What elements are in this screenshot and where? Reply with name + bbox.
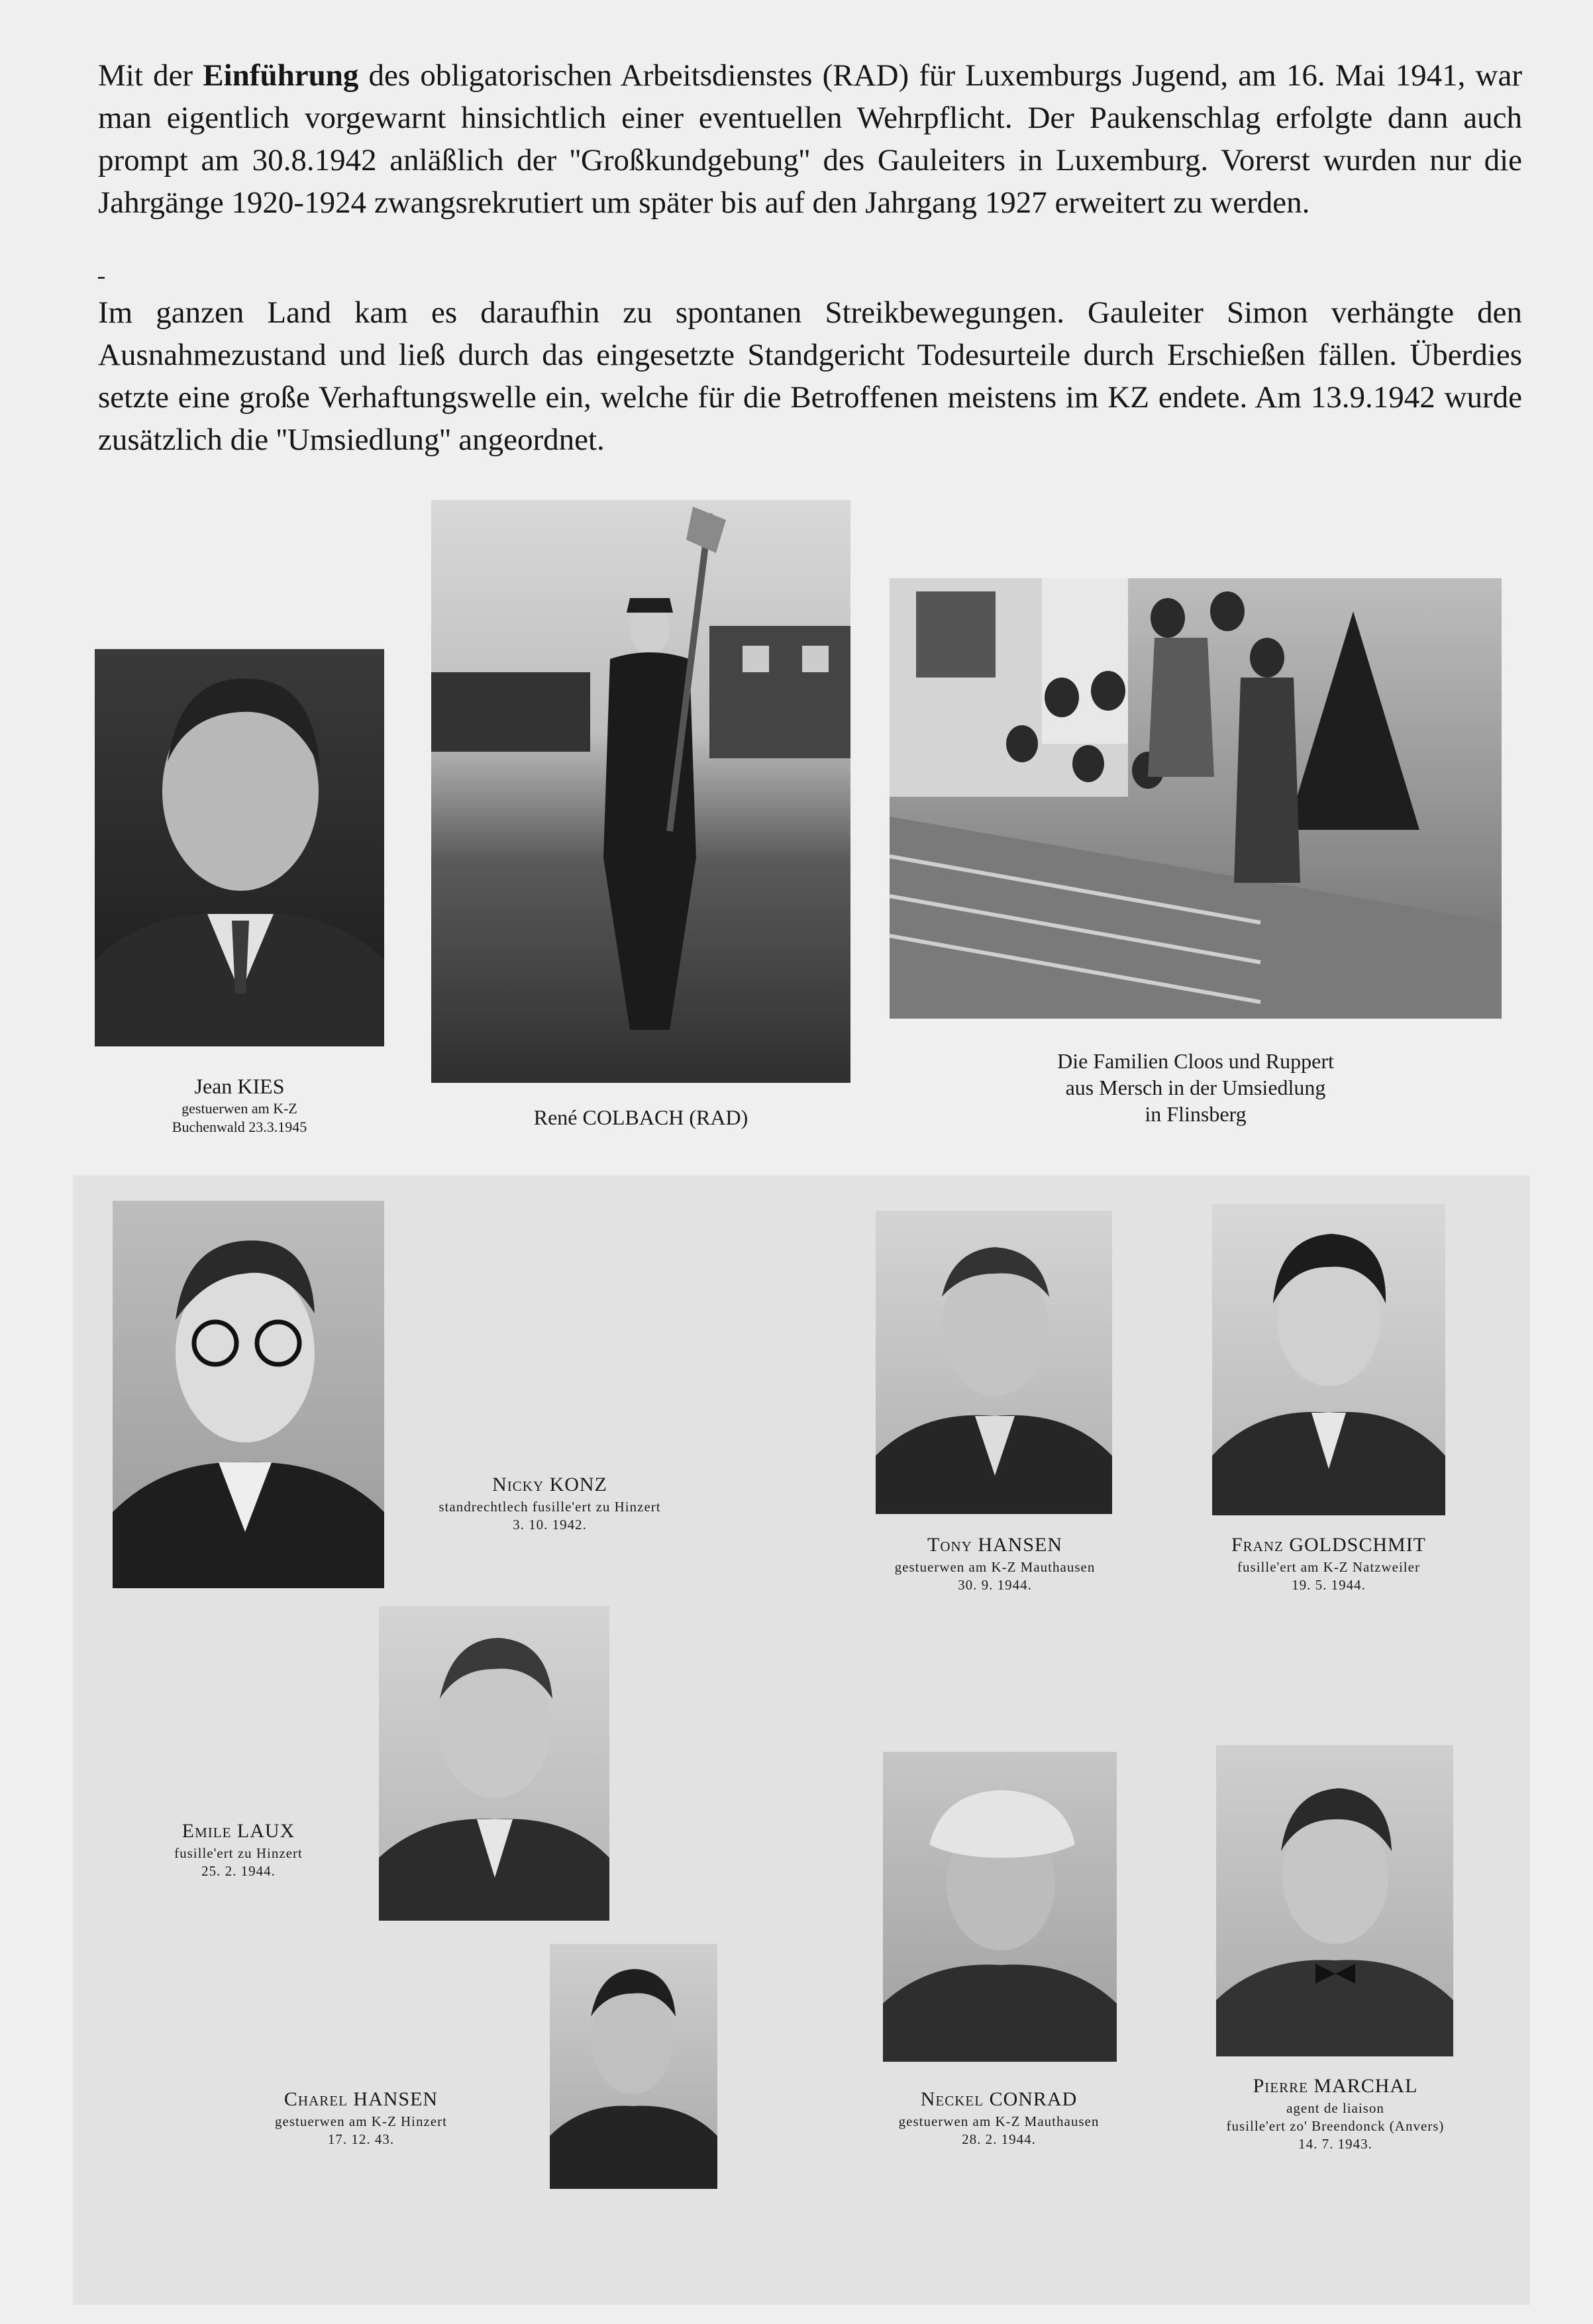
caption-rene-colbach: René COLBACH (RAD) bbox=[533, 1105, 748, 1129]
stray-mark bbox=[98, 277, 105, 279]
photo-tony-hansen bbox=[876, 1211, 1112, 1514]
rad-soldier-illustration bbox=[431, 500, 850, 1083]
caption-charel-hansen: Charel HANSEN gestuerwen am K-Z Hinzert 17. 12. 43. bbox=[275, 2088, 447, 2147]
photo-familien-cloos-ruppert bbox=[890, 578, 1502, 1019]
portrait-cap-illustration bbox=[883, 1752, 1117, 2062]
photo-jean-kies bbox=[95, 649, 384, 1046]
photo-emile-laux bbox=[379, 1606, 609, 1921]
caption-pierre-marchal: Pierre MARCHAL agent de liaison fusille'ert zo' Breendonck (Anvers) 14. 7. 1943. bbox=[1226, 2075, 1445, 2152]
portrait-illustration bbox=[95, 649, 384, 1046]
portrait-glasses-illustration bbox=[113, 1201, 384, 1588]
caption-tony-hansen: Tony HANSEN gestuerwen am K-Z Mauthausen 30. 9. 1944. bbox=[894, 1534, 1096, 1593]
caption-emile-laux: Emile LAUX fusille'ert zu Hinzert 25. 2. 1944. bbox=[174, 1820, 303, 1879]
photo-pierre-marchal bbox=[1216, 1745, 1453, 2056]
portrait-illustration bbox=[876, 1211, 1112, 1514]
caption-familien: Die Familien Cloos und Ruppert aus Mersch in der Umsiedlung in Flinsberg bbox=[1057, 1049, 1334, 1126]
caption-franz-goldschmit: Franz GOLDSCHMIT fusille'ert am K-Z Natzweiler 19. 5. 1944. bbox=[1231, 1534, 1427, 1593]
intro-paragraph: Mit der Einführung des obligatorischen Arbeitsdienstes (RAD) für Luxemburgs Jugend, am 16. Mai 1941, war man eigentlich vorgewarnt hinsichtlich einer eventuellen Wehrpflicht. Der Paukenschlag erfolgte dann auch prompt am 30.8.1942 anläßlich der ''Großkundgebung'' des Gauleiters in Luxemburg. Vorerst wurden nur die Jahrgänge 1920-1924 zwangsrekrutiert um später bis auf den Jahrgang 1927 erweitert zu werden. bbox=[98, 58, 1522, 220]
photo-rene-colbach bbox=[431, 500, 850, 1083]
caption-neckel-conrad: Neckel CONRAD gestuerwen am K-Z Mauthausen 28. 2. 1944. bbox=[898, 2088, 1100, 2147]
photo-franz-goldschmit bbox=[1212, 1204, 1445, 1515]
photo-nicky-konz bbox=[113, 1201, 384, 1588]
emphasis-word: Einführung bbox=[203, 58, 359, 93]
strike-paragraph: Im ganzen Land kam es daraufhin zu spontanen Streikbewegungen. Gauleiter Simon verhängte den Ausnahmezustand und ließ durch das eingesetzte Standgericht Todesurteile durch Erschießen fällen. Überdies setzte eine große Verhaftungswelle ein, welche für die Betroffenen meistens im KZ endete. Am 13.9.1942 wurde zusätzlich die ''Umsiedlung'' angeordnet. bbox=[98, 295, 1522, 457]
family-group-illustration bbox=[890, 578, 1502, 1019]
portrait-illustration bbox=[379, 1606, 609, 1921]
portrait-illustration bbox=[550, 1944, 717, 2189]
portrait-bowtie-illustration bbox=[1216, 1745, 1453, 2056]
portrait-illustration bbox=[1212, 1204, 1445, 1515]
photo-charel-hansen bbox=[550, 1944, 717, 2189]
photo-neckel-conrad bbox=[883, 1752, 1117, 2062]
caption-jean-kies: Jean KIES gestuerwen am K-Z Buchenwald 23.3.1945 bbox=[172, 1074, 307, 1135]
caption-nicky-konz: Nicky KONZ standrechtlech fusille'ert zu Hinzert 3. 10. 1942. bbox=[438, 1474, 661, 1533]
